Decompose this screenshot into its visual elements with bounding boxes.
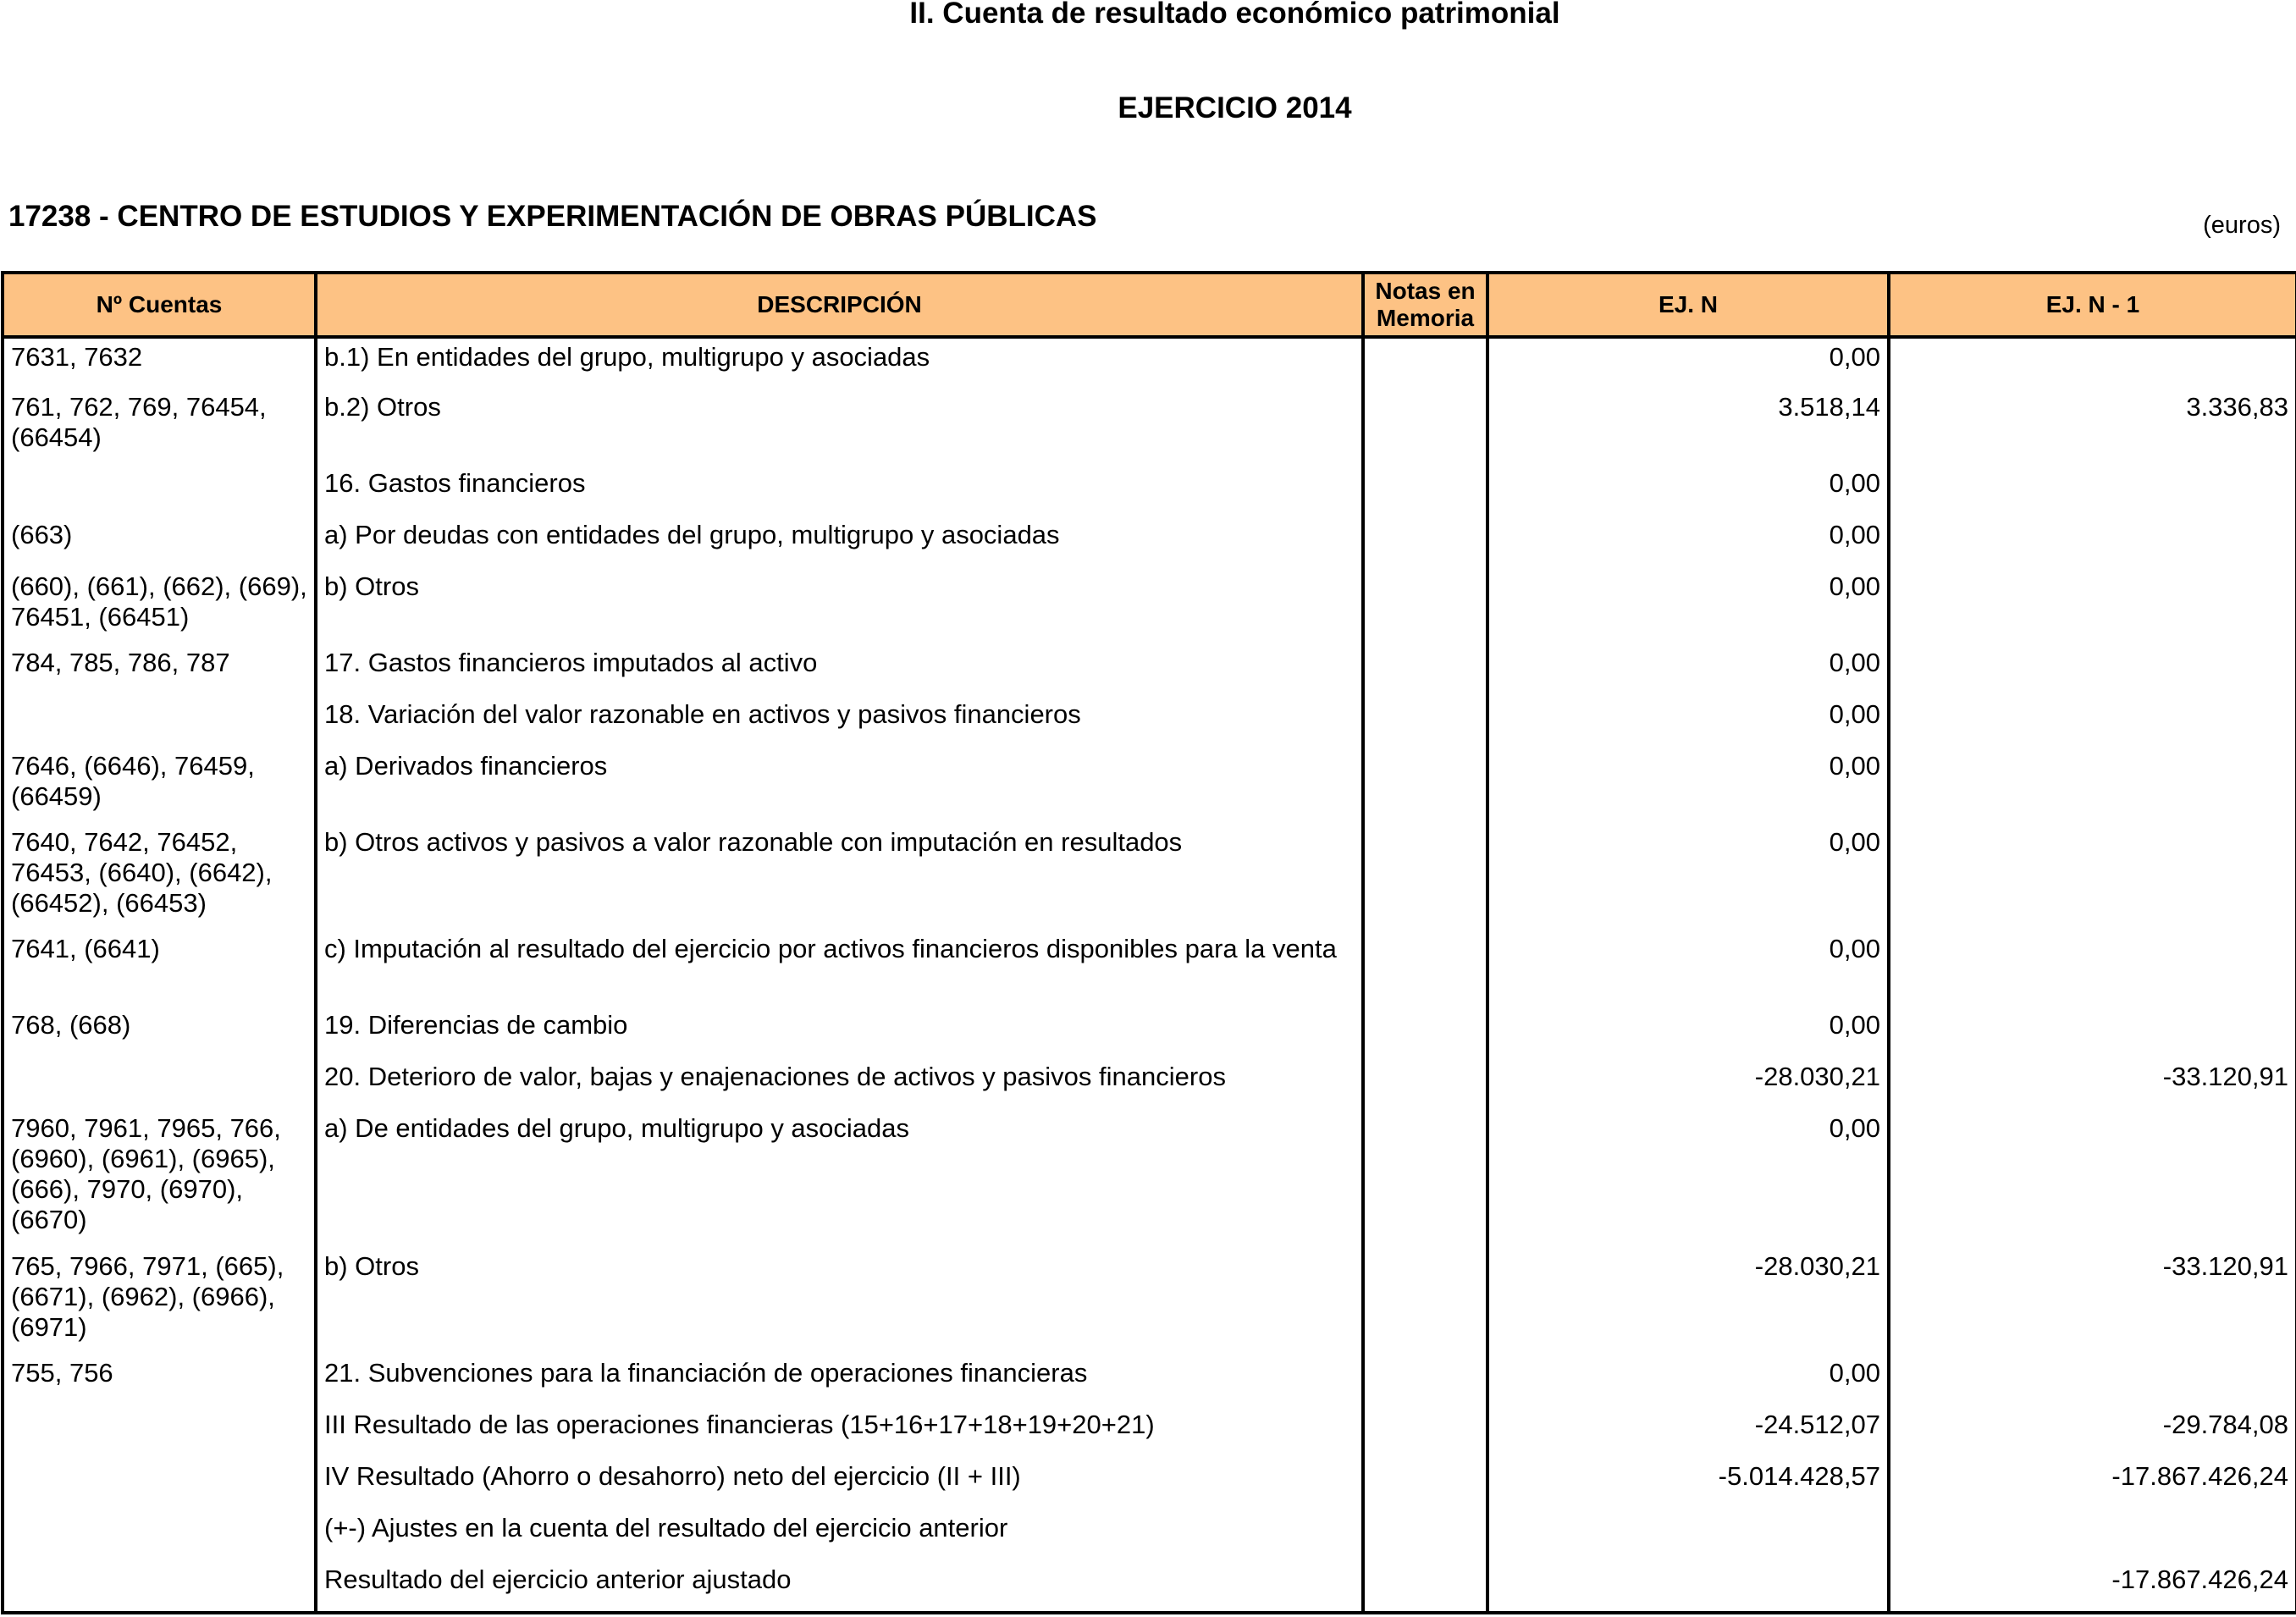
ej-n-1-cell: -33.120,91 — [1889, 1248, 2296, 1355]
description-cell: 17. Gastos financieros imputados al activo — [316, 644, 1363, 696]
ej-n-cell: 0,00 — [1487, 465, 1889, 516]
ej-n-cell — [1487, 1509, 1889, 1561]
ej-n-cell: 0,00 — [1487, 824, 1889, 930]
ej-n-cell — [1487, 1561, 1889, 1613]
table-row — [3, 516, 2296, 568]
ej-n-cell: -24.512,07 — [1487, 1406, 1889, 1458]
results-table — [1, 271, 2296, 1614]
notes-cell — [1363, 696, 1487, 748]
accounts-cell: 7640, 7642, 76452, 76453, (6640), (6642), (66452), (66453) — [3, 824, 316, 930]
table-body — [3, 337, 2296, 1613]
table-row — [3, 696, 2296, 748]
description-cell: b.2) Otros — [316, 389, 1363, 465]
ej-n-1-cell — [1889, 930, 2296, 1007]
ej-n-1-cell — [1889, 465, 2296, 516]
accounts-cell: 7631, 7632 — [3, 337, 316, 389]
table-row — [3, 824, 2296, 930]
accounts-cell: 755, 756 — [3, 1355, 316, 1406]
description-cell: b) Otros — [316, 1248, 1363, 1355]
ej-n-cell: 0,00 — [1487, 930, 1889, 1007]
accounts-cell — [3, 1406, 316, 1458]
notes-cell — [1363, 930, 1487, 1007]
table-row — [3, 1248, 2296, 1355]
notes-cell — [1363, 748, 1487, 824]
notes-cell — [1363, 1406, 1487, 1458]
table-row — [3, 568, 2296, 644]
ej-n-1-cell: -33.120,91 — [1889, 1058, 2296, 1110]
ej-n-cell: 0,00 — [1487, 644, 1889, 696]
accounts-cell: (663) — [3, 516, 316, 568]
ej-n-1-cell — [1889, 337, 2296, 389]
description-cell: 20. Deterioro de valor, bajas y enajenaciones de activos y pasivos financieros — [316, 1058, 1363, 1110]
accounts-cell: (660), (661), (662), (669), 76451, (66451) — [3, 568, 316, 644]
ej-n-1-cell — [1889, 644, 2296, 696]
ej-n-cell: 0,00 — [1487, 1110, 1889, 1248]
ej-n-1-cell — [1889, 516, 2296, 568]
description-cell: a) Por deudas con entidades del grupo, multigrupo y asociadas — [316, 516, 1363, 568]
description-cell: IV Resultado (Ahorro o desahorro) neto del ejercicio (II + III) — [316, 1458, 1363, 1509]
accounts-cell: 7960, 7961, 7965, 766, (6960), (6961), (6965), (666), 7970, (6970), (6670) — [3, 1110, 316, 1248]
table-row — [3, 1406, 2296, 1458]
table-row — [3, 1355, 2296, 1406]
accounts-cell: 765, 7966, 7971, (665), (6671), (6962), (6966), (6971) — [3, 1248, 316, 1355]
accounts-cell — [3, 696, 316, 748]
ej-n-cell: 0,00 — [1487, 1007, 1889, 1058]
header-accounts: Nº Cuentas — [3, 273, 316, 337]
notes-cell — [1363, 1058, 1487, 1110]
description-cell: (+-) Ajustes en la cuenta del resultado del ejercicio anterior — [316, 1509, 1363, 1561]
accounts-cell — [3, 1561, 316, 1613]
ej-n-1-cell — [1889, 1007, 2296, 1058]
notes-cell — [1363, 1355, 1487, 1406]
accounts-cell: 7641, (6641) — [3, 930, 316, 1007]
table-row — [3, 389, 2296, 465]
ej-n-cell: 0,00 — [1487, 516, 1889, 568]
notes-cell — [1363, 1007, 1487, 1058]
table-row — [3, 1458, 2296, 1509]
ej-n-cell: -5.014.428,57 — [1487, 1458, 1889, 1509]
description-cell: Resultado del ejercicio anterior ajustado — [316, 1561, 1363, 1613]
ej-n-1-cell: -17.867.426,24 — [1889, 1458, 2296, 1509]
header-description: DESCRIPCIÓN — [316, 273, 1363, 337]
ej-n-1-cell — [1889, 1110, 2296, 1248]
accounts-cell: 761, 762, 769, 76454, (66454) — [3, 389, 316, 465]
notes-cell — [1363, 465, 1487, 516]
table-header-row — [3, 273, 2296, 337]
description-cell: III Resultado de las operaciones financieras (15+16+17+18+19+20+21) — [316, 1406, 1363, 1458]
ej-n-cell: 0,00 — [1487, 1355, 1889, 1406]
header-ej-n-1: EJ. N - 1 — [1889, 273, 2296, 337]
accounts-cell — [3, 1509, 316, 1561]
ej-n-1-cell: -29.784,08 — [1889, 1406, 2296, 1458]
ej-n-cell: 0,00 — [1487, 748, 1889, 824]
notes-cell — [1363, 824, 1487, 930]
accounts-cell: 7646, (6646), 76459, (66459) — [3, 748, 316, 824]
accounts-cell: 784, 785, 786, 787 — [3, 644, 316, 696]
description-cell: a) Derivados financieros — [316, 748, 1363, 824]
ej-n-1-cell — [1889, 1355, 2296, 1406]
header-notes: Notas en Memoria — [1363, 273, 1487, 337]
units-label: (euros) — [2203, 212, 2281, 239]
notes-cell — [1363, 644, 1487, 696]
notes-cell — [1363, 1110, 1487, 1248]
notes-cell — [1363, 568, 1487, 644]
table-row — [3, 465, 2296, 516]
table-row — [3, 337, 2296, 389]
ej-n-cell: 0,00 — [1487, 568, 1889, 644]
ej-n-1-cell: -17.867.426,24 — [1889, 1561, 2296, 1613]
table-row — [3, 1058, 2296, 1110]
ej-n-1-cell — [1889, 748, 2296, 824]
table-row — [3, 644, 2296, 696]
entity-name: 17238 - CENTRO DE ESTUDIOS Y EXPERIMENTACIÓN DE OBRAS PÚBLICAS — [8, 200, 1097, 233]
notes-cell — [1363, 337, 1487, 389]
description-cell: b) Otros — [316, 568, 1363, 644]
ej-n-1-cell — [1889, 824, 2296, 930]
description-cell: b.1) En entidades del grupo, multigrupo y asociadas — [316, 337, 1363, 389]
ej-n-1-cell — [1889, 696, 2296, 748]
ej-n-cell: -28.030,21 — [1487, 1058, 1889, 1110]
table-row — [3, 1509, 2296, 1561]
description-cell: c) Imputación al resultado del ejercicio por activos financieros disponibles para la venta — [316, 930, 1363, 1007]
accounts-cell — [3, 1058, 316, 1110]
header-ej-n: EJ. N — [1487, 273, 1889, 337]
report-title: II. Cuenta de resultado económico patrimonial — [909, 0, 1560, 30]
table-row — [3, 748, 2296, 824]
accounts-cell — [3, 465, 316, 516]
report-subtitle: EJERCICIO 2014 — [1118, 91, 1352, 124]
notes-cell — [1363, 516, 1487, 568]
accounts-cell: 768, (668) — [3, 1007, 316, 1058]
notes-cell — [1363, 1458, 1487, 1509]
description-cell: 16. Gastos financieros — [316, 465, 1363, 516]
description-cell: a) De entidades del grupo, multigrupo y asociadas — [316, 1110, 1363, 1248]
notes-cell — [1363, 1509, 1487, 1561]
description-cell: b) Otros activos y pasivos a valor razonable con imputación en resultados — [316, 824, 1363, 930]
table-row — [3, 1007, 2296, 1058]
ej-n-1-cell — [1889, 568, 2296, 644]
table-row — [3, 1110, 2296, 1248]
description-cell: 19. Diferencias de cambio — [316, 1007, 1363, 1058]
notes-cell — [1363, 1248, 1487, 1355]
ej-n-1-cell — [1889, 1509, 2296, 1561]
ej-n-1-cell: 3.336,83 — [1889, 389, 2296, 465]
ej-n-cell: 3.518,14 — [1487, 389, 1889, 465]
notes-cell — [1363, 389, 1487, 465]
description-cell: 18. Variación del valor razonable en activos y pasivos financieros — [316, 696, 1363, 748]
table-row — [3, 1561, 2296, 1613]
accounts-cell — [3, 1458, 316, 1509]
notes-cell — [1363, 1561, 1487, 1613]
ej-n-cell: 0,00 — [1487, 337, 1889, 389]
table-row — [3, 930, 2296, 1007]
description-cell: 21. Subvenciones para la financiación de operaciones financieras — [316, 1355, 1363, 1406]
ej-n-cell: 0,00 — [1487, 696, 1889, 748]
ej-n-cell: -28.030,21 — [1487, 1248, 1889, 1355]
